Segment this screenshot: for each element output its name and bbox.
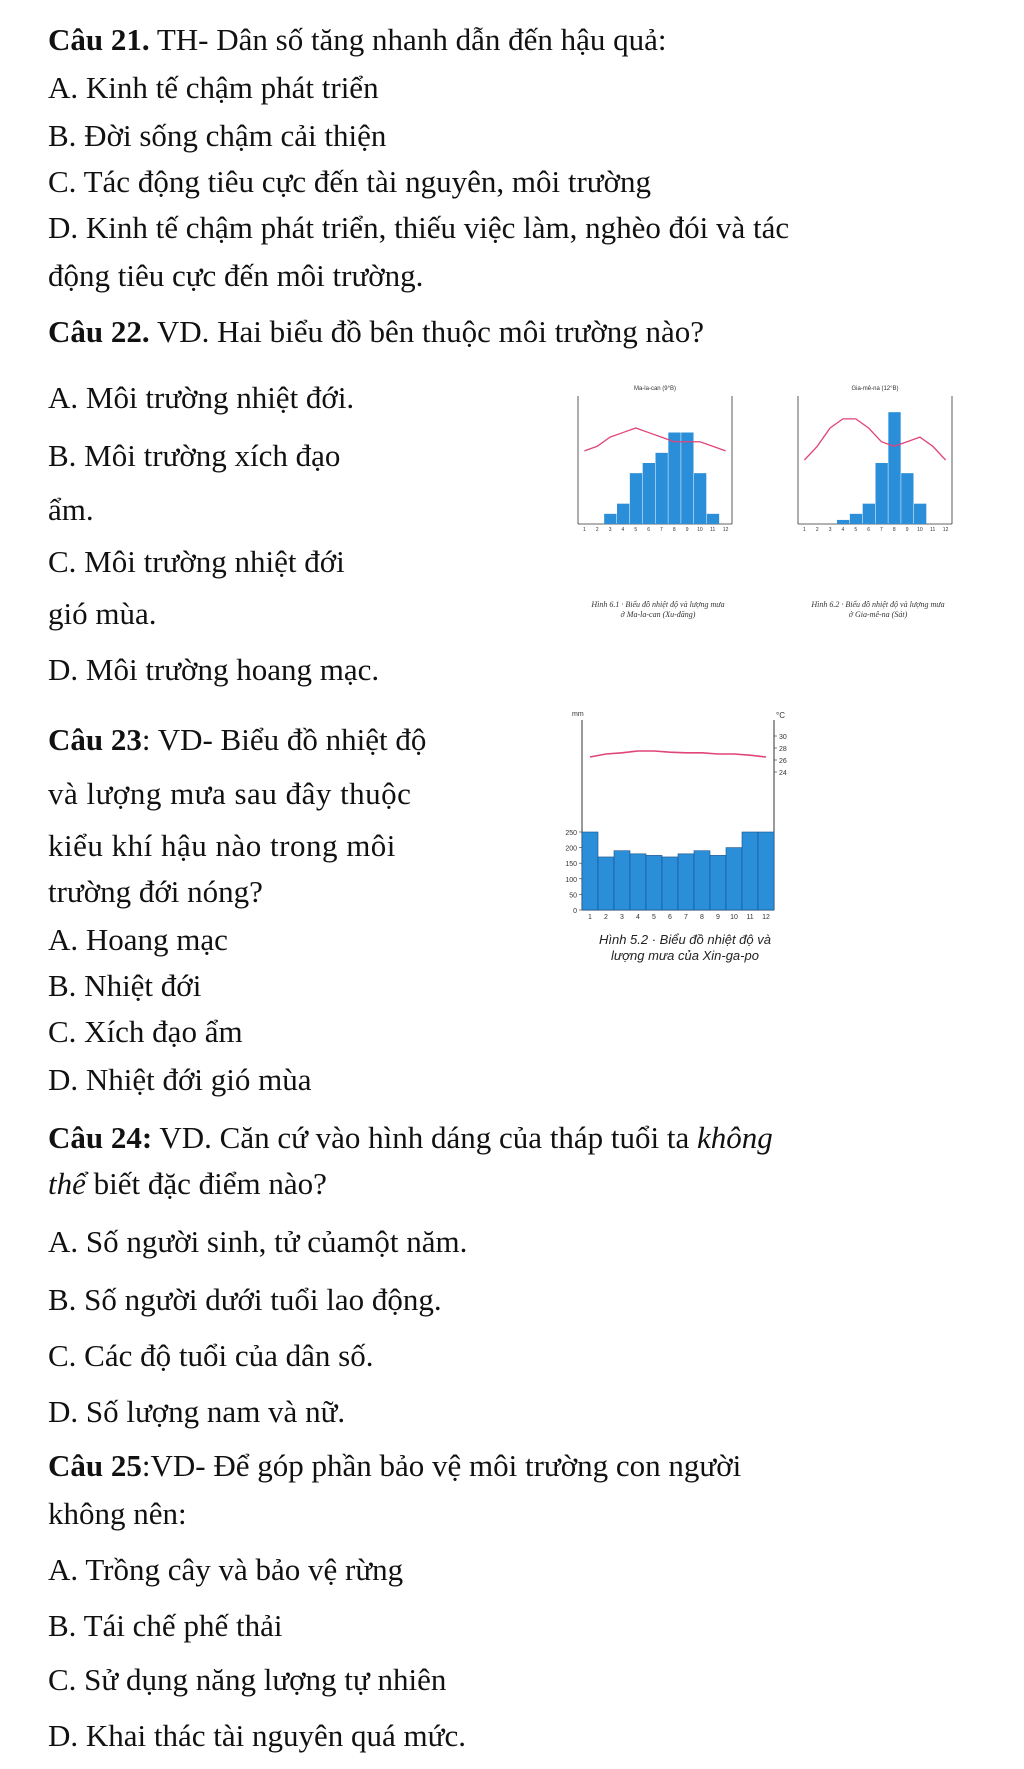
q23-option-c: C. Xích đạo ẩm [48,1014,243,1049]
emphasis-text: thể [48,1166,86,1201]
q23-option-a: A. Hoang mạc [48,922,228,957]
rain-axis-unit: mm [572,711,584,718]
question-number: Câu 24: [48,1120,153,1155]
question-23-title [48,720,426,760]
chart3-caption-line2: lượng mưa của Xin-ga-po [611,948,759,963]
rainfall-bar [876,463,888,524]
rain-tick-label: 50 [569,892,577,900]
month-tick-label: 5 [854,527,858,533]
rainfall-bar [614,851,630,910]
month-tick-label: 3 [620,914,624,921]
question-25-title [48,1446,741,1486]
rainfall-bar [598,857,614,910]
month-tick-label: 1 [588,914,592,921]
q22-option-c-line2: gió mùa. [48,596,157,631]
rainfall-bar [742,832,758,910]
month-tick-label: 5 [634,527,638,533]
month-tick-label: 9 [716,914,720,921]
question-22-title [48,312,704,352]
month-tick-label: 10 [697,527,703,533]
climate-chart-ma-la-can [568,382,750,582]
rainfall-bar [646,855,662,910]
rainfall-bar [656,453,668,524]
q23-text-line3: kiểu khí hậu nào trong môi [48,828,396,863]
climate-chart-gia-me-na [788,382,970,582]
emphasis-text: không [697,1120,773,1155]
q21-option-d-line2: động tiêu cực đến môi trường. [48,258,424,293]
rainfall-bar [758,832,774,910]
rainfall-bar [914,504,926,524]
month-tick-label: 1 [803,527,806,533]
rainfall-bar [662,857,678,910]
q21-option-d-line1: D. Kinh tế chậm phát triển, thiếu việc làm, nghèo đói và tác [48,210,790,245]
month-tick-label: 7 [660,527,663,533]
q23-option-b: B. Nhiệt đới [48,968,202,1003]
temp-tick-label: 28 [779,746,787,753]
rainfall-bar [630,473,642,524]
question-number: Câu 23 [48,722,142,757]
rainfall-bar [707,514,719,524]
rainfall-bar [694,851,710,910]
question-text: VD. Hai biểu đồ bên thuộc môi trường nào? [149,314,704,349]
temp-tick-label: 30 [779,734,787,741]
month-tick-label: 2 [604,914,608,921]
question-24-title [48,1118,773,1158]
chart2-caption-line2: ở Gia-mê-na (Sát) [848,610,908,619]
climate-chart-xin-ga-po [548,700,808,932]
q21-option-a: A. Kinh tế chậm phát triển [48,70,379,105]
month-tick-label: 8 [700,914,704,921]
rainfall-bar [582,832,598,910]
month-tick-label: 2 [815,527,819,533]
question-text: : VD- Biểu đồ nhiệt độ [141,722,427,757]
q23-option-d: D. Nhiệt đới gió mùa [48,1062,312,1097]
month-tick-label: 9 [905,527,909,533]
rainfall-bar [681,433,693,525]
month-tick-label: 9 [685,527,689,533]
temp-tick-label: 26 [779,758,787,765]
chart1-caption-line1: Hình 6.1 · Biểu đồ nhiệt độ và lượng mưa [591,600,725,609]
chart1-caption-line2: ở Ma-la-can (Xu-đăng) [620,610,696,619]
month-tick-label: 8 [672,527,676,533]
q25-option-a: A. Trồng cây và bảo vệ rừng [48,1552,404,1587]
question-24-line2 [48,1164,327,1204]
month-tick-label: 3 [608,527,612,533]
rainfall-bar [678,854,694,910]
month-tick-label: 6 [647,527,650,533]
rainfall-bar [668,433,680,525]
month-tick-label: 3 [828,527,832,533]
question-number: Câu 22. [48,314,150,349]
chart-title: Ma-la-can (9°B) [633,386,677,392]
question-text: biết đặc điểm nào? [85,1166,327,1201]
temperature-line [584,428,725,451]
month-tick-label: 4 [636,914,640,921]
q22-option-d: D. Môi trường hoang mạc. [48,652,380,687]
question-number: Câu 25 [48,1448,142,1483]
month-tick-label: 12 [722,527,729,533]
month-tick-label: 6 [668,914,672,921]
rainfall-bar [837,520,849,524]
chart3-caption-line1: Hình 5.2 · Biểu đồ nhiệt độ và [598,932,771,947]
question-text: VD. Căn cứ vào hình dáng của tháp tuổi ta [152,1120,698,1155]
q21-option-b: B. Đời sống chậm cải thiện [48,118,387,153]
rainfall-bar [694,473,706,524]
question-text: :VD- Để góp phần bảo vệ môi trường con người [141,1448,742,1483]
chart2-caption-line1: Hình 6.2 · Biểu đồ nhiệt độ và lượng mưa [811,600,945,609]
q24-option-b: B. Số người dưới tuổi lao động. [48,1282,442,1317]
month-tick-label: 2 [595,527,599,533]
chart-title: Gia-mê-na (12°B) [851,386,899,392]
rain-tick-label: 0 [573,908,577,915]
q24-option-c: C. Các độ tuổi của dân số. [48,1338,374,1373]
rainfall-bar [726,848,742,910]
month-tick-label: 10 [917,527,923,533]
rain-tick-label: 100 [565,876,577,884]
temp-axis-unit: °C [776,711,785,720]
rainfall-bar [604,514,616,524]
month-tick-label: 11 [746,914,754,921]
rain-tick-label: 150 [565,861,577,869]
rain-tick-label: 200 [565,845,577,853]
rainfall-bar [901,473,913,524]
rainfall-bar [630,854,646,910]
q22-option-a: A. Môi trường nhiệt đới. [48,380,355,415]
question-number: Câu 21. [48,22,150,57]
q25-option-c: C. Sử dụng năng lượng tự nhiên [48,1662,447,1697]
q25-option-b: B. Tái chế phế thải [48,1608,283,1643]
month-tick-label: 7 [880,527,883,533]
temp-tick-label: 24 [779,770,787,777]
q25-option-d: D. Khai thác tài nguyên quá mức. [48,1718,466,1753]
temperature-line [804,419,945,460]
month-tick-label: 6 [867,527,870,533]
month-tick-label: 11 [710,527,716,533]
month-tick-label: 4 [841,527,845,533]
question-21-title [48,20,666,60]
month-tick-label: 11 [930,527,936,533]
q21-option-c: C. Tác động tiêu cực đến tài nguyên, môi trường [48,164,651,199]
temperature-line [590,751,766,757]
month-tick-label: 12 [762,914,770,921]
q23-text-line4: trường đới nóng? [48,874,263,909]
month-tick-label: 10 [730,914,738,921]
month-tick-label: 8 [892,527,896,533]
rainfall-bar [617,504,629,524]
month-tick-label: 7 [684,914,688,921]
month-tick-label: 1 [583,527,586,533]
q22-option-b-line1: B. Môi trường xích đạo [48,438,341,473]
q24-option-a: A. Số người sinh, tử củamột năm. [48,1224,468,1259]
q22-option-c-line1: C. Môi trường nhiệt đới [48,544,345,579]
rainfall-bar [850,514,862,524]
rain-tick-label: 250 [565,830,577,837]
q23-text-line2: và lượng mưa sau đây thuộc [48,776,412,811]
month-tick-label: 5 [652,914,656,921]
question-text: TH- Dân số tăng nhanh dẫn đến hậu quả: [149,22,667,57]
rainfall-bar [710,855,726,910]
rainfall-bar [643,463,655,524]
rainfall-bar [863,504,875,524]
month-tick-label: 12 [942,527,949,533]
month-tick-label: 4 [621,527,625,533]
q24-option-d: D. Số lượng nam và nữ. [48,1394,346,1429]
q25-text-line2: không nên: [48,1496,187,1531]
rainfall-bar [888,412,900,524]
q22-option-b-line2: ẩm. [48,492,94,527]
